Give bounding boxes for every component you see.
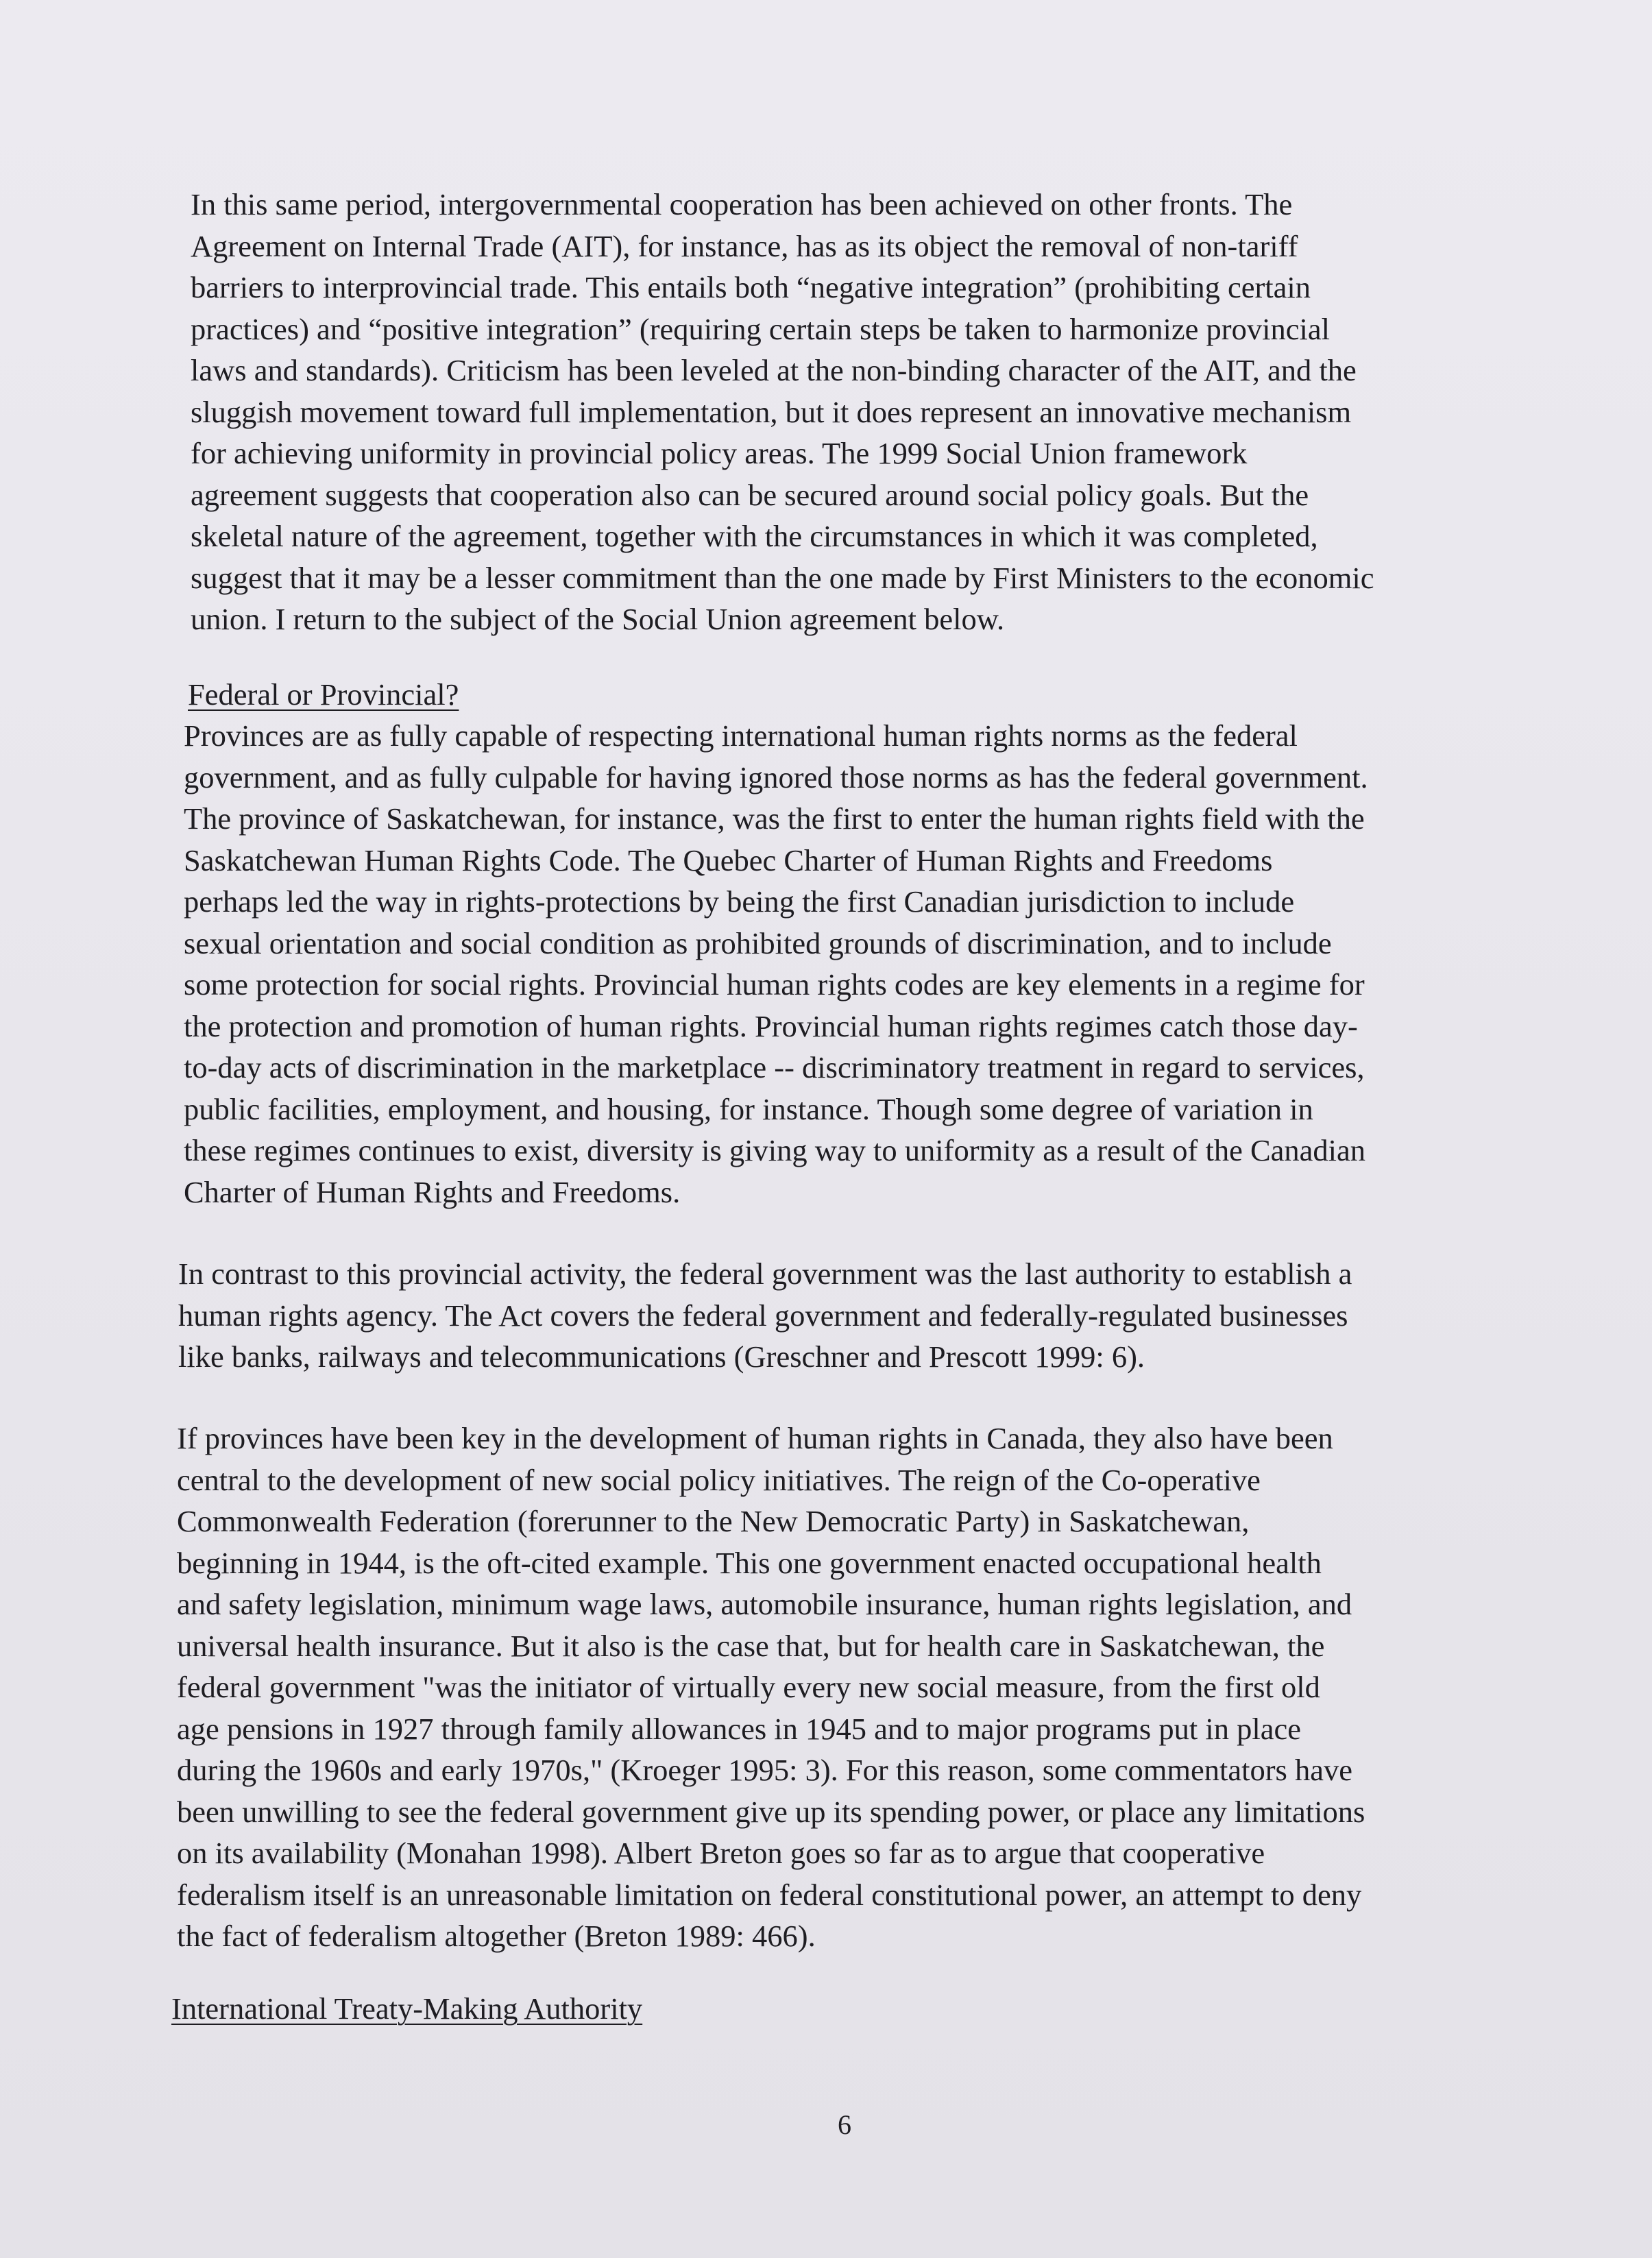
page-number: 6 (838, 2109, 851, 2140)
section-heading-treaty-making-authority: International Treaty-Making Authority (171, 1991, 643, 2026)
paragraph-intergovernmental-cooperation: In this same period, intergovernmental cooperation has been achieved on other fronts. The Agreement on Internal Trade (AIT), for instance, has as its object the removal of non-tariff barriers to interprovincial trade. This entails both “negative integration” (prohibiting certain practices) and “positive integration” (requiring certain steps be taken to harmonize provincial laws and standards). Criticism has been leveled at the non-binding character of the AIT, and the sluggish movement toward full implementation, but it does represent an innovative mechanism for achieving uniformity in provincial policy areas. The 1999 Social Union framework agreement suggests that cooperation also can be secured around social policy goals. But the skeletal nature of the agreement, together with the circumstances in which it was completed, suggest that it may be a lesser commitment than the one made by First Ministers to the economic union. I return to the subject of the Social Union agreement below. (191, 187, 1374, 636)
paragraph-federal-human-rights-agency: In contrast to this provincial activity, the federal government was the last authority to establish a human rights agency. The Act covers the federal government and federally-regulated businesses like banks, railways and telecommunications (Greschner and Prescott 1999: 6). (178, 1257, 1352, 1374)
section-heading-federal-or-provincial: Federal or Provincial? (188, 677, 459, 712)
paragraph-social-policy-initiatives: If provinces have been key in the development of human rights in Canada, they also have been central to the development of new social policy initiatives. The reign of the Co-operative Commonwealth Federation (forerunner to the New Democratic Party) in Saskatchewan, beginning in 1944, is the oft-cited example. This one government enacted occupational health and safety legislation, minimum wage laws, automobile insurance, human rights legislation, and universal health insurance. But it also is the case that, but for health care in Saskatchewan, the federal government "was the initiator of virtually every new social measure, from the first old age pensions in 1927 through family allowances in 1945 and to major programs put in place during the 1960s and early 1970s," (Kroeger 1995: 3). For this reason, some commentators have been unwilling to see the federal government give up its spending power, or place any limitations on its availability (Monahan 1998). Albert Breton goes so far as to argue that cooperative federalism itself is an unreasonable limitation on federal constitutional power, an attempt to deny the fact of federalism altogether (Breton 1989: 466). (177, 1421, 1365, 1953)
paragraph-provincial-human-rights: Provinces are as fully capable of respecting international human rights norms as the federal government, and as fully culpable for having ignored those norms as has the federal government. The province of Saskatchewan, for instance, was the first to enter the human rights field with the Saskatchewan Human Rights Code. The Quebec Charter of Human Rights and Freedoms perhaps led the way in rights-protections by being the first Canadian jurisdiction to include sexual orientation and social condition as prohibited grounds of discrimination, and to include some protection for social rights. Provincial human rights codes are key elements in a regime for the protection and promotion of human rights. Provincial human rights regimes catch those day- to-day acts of discrimination in the marketplace -- discriminatory treatment in regard to services, public facilities, employment, and housing, for instance. Though some degree of variation in these regimes continues to exist, diversity is giving way to uniformity as a result of the Canadian Charter of Human Rights and Freedoms. (184, 718, 1368, 1209)
